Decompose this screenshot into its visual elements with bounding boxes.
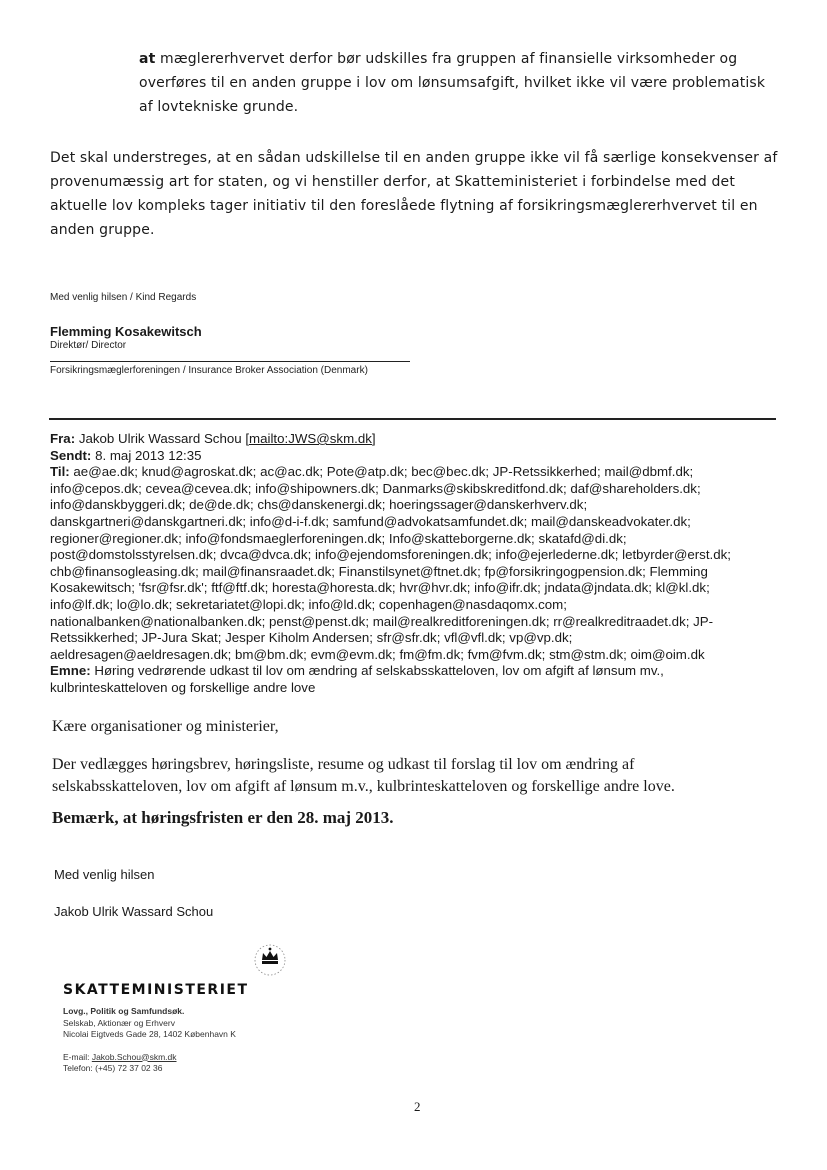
to-line[interactable]: chb@finansogleasing.dk; mail@finansraadet.dk; Finanstilsynet@ftnet.dk; fp@forsikringogpension.dk; Flemming — [50, 563, 708, 579]
footer-dept: Lovg., Politik og Samfundsøk. — [63, 1006, 185, 1016]
from-label: Fra: — [50, 431, 76, 446]
to-line[interactable]: info@lf.dk; lo@lo.dk; sekretariatet@lopi.dk; info@ld.dk; copenhagen@nasdaqomx.com; — [50, 596, 567, 612]
letter-item — [139, 47, 779, 119]
email-sender: Jakob Ulrik Wassard Schou — [54, 904, 214, 919]
email-separator — [49, 418, 776, 420]
to-line[interactable] — [50, 464, 775, 481]
footer-division: Selskab, Aktionær og Erhverv — [63, 1017, 175, 1028]
from-line — [50, 431, 775, 448]
to-line[interactable]: nationalbanken@nationalbanken.dk; penst@penst.dk; mail@realkreditforeningen.dk; rr@realkreditraadet.dk; JP- — [50, 613, 714, 629]
regards-text: Med venlig hilsen / Kind Regards — [50, 292, 197, 303]
signature-divider — [50, 361, 410, 362]
to-line[interactable]: info@cepos.dk; cevea@cevea.dk; info@shipowners.dk; Danmarks@skibskreditfond.dk; daf@shareholders.dk; — [50, 480, 701, 496]
sent-value: 8. maj 2013 12:35 — [91, 447, 202, 463]
to-line[interactable]: Kosakewitsch; 'fsr@fsr.dk'; ftf@ftf.dk; horesta@horesta.dk; hvr@hvr.dk; info@ifr.dk; jndata@jndata.dk; kl@kl.dk; — [50, 580, 710, 596]
item-lead: at — [139, 51, 156, 67]
letter-paragraph: Det skal understreges, at en sådan udskillelse til en anden gruppe ikke vil få særlige konsekvenser af provenumæssig art for staten, og vi henstiller derfor, at Skatteministeriet i forbindelse med det aktuelle lov kompleks tager initiativ til den foreslåede flytning af forsikringsmæglererhvervet til en anden gruppe. — [50, 150, 778, 238]
to-line[interactable]: info@danskbyggeri.dk; de@de.dk; chs@danskenergi.dk; hoeringssager@danskerhverv.dk; — [50, 497, 588, 513]
item-text: mæglererhvervet derfor bør udskilles fra gruppen af finansielle virksomheder og overføres til en anden gruppe i lov om lønsumsafgift, hvilket ikke vil være problematisk af lovtekniske grunde. — [139, 51, 766, 115]
from-mailto-link[interactable]: [mailto:JWS@skm.dk] — [245, 431, 376, 446]
crown-emblem-icon — [250, 940, 290, 976]
from-value: Jakob Ulrik Wassard Schou — [75, 431, 246, 446]
subject-label: Emne: — [50, 663, 91, 679]
to-line[interactable]: danskgartneri@danskgartneri.dk; info@d-i-f.dk; samfund@advokatsamfundet.dk; mail@danskeadvokater.dk; — [50, 513, 691, 529]
to-label: Til: — [50, 464, 70, 480]
to-line[interactable]: Retssikkerhed; JP-Jura Skat; Jesper Kiholm Andersen; sfr@sfr.dk; vfl@vfl.dk; vp@vp.dk; — [50, 630, 573, 646]
subject-value: Høring vedrørende udkast til lov om ændring af selskabsskatteloven, lov om afgift af lønsum mv., kulbrinteskatteloven og forskellige andre love — [50, 663, 664, 695]
to-line[interactable]: regioner@regioner.dk; info@fondsmaeglerforeningen.dk; Info@skatteborgerne.dk; skatafd@di.dk; — [50, 530, 627, 546]
sent-label: Sendt: — [50, 447, 92, 463]
to-line[interactable]: post@domstolsstyrelsen.dk; dvca@dvca.dk; info@ejendomsforeningen.dk; info@ejerlederne.dk; letbyrder@erst.dk; — [50, 547, 731, 563]
organization-name: Forsikringsmæglerforeningen / Insurance Broker Association (Denmark) — [50, 365, 368, 376]
to-line[interactable]: aeldresagen@aeldresagen.dk; bm@bm.dk; evm@evm.dk; fm@fm.dk; fvm@fvm.dk; stm@stm.dk; oim@oim.dk — [50, 646, 705, 662]
recipient-line[interactable]: ae@ae.dk; knud@agroskat.dk; ac@ac.dk; Pote@atp.dk; bec@bec.dk; JP-Retssikkerhed; mail@dbmf.dk; — [73, 464, 694, 480]
footer-contact — [63, 1006, 236, 1075]
email-header — [50, 431, 775, 697]
subject-line — [50, 663, 730, 696]
signer-name: Flemming Kosakewitsch — [50, 324, 202, 339]
email-greeting: Kære organisationer og ministerier, — [52, 718, 279, 735]
deadline-notice: Bemærk, at høringsfristen er den 28. maj 2013. — [52, 808, 394, 827]
email-body: Der vedlægges høringsbrev, høringsliste, resume og udkast til forslag til lov om ændring af selskabsskatteloven, lov om afgift af lønsum m.v., kulbrinteskatteloven og forskellige andre love. — [52, 756, 675, 795]
signer-title: Direktør/ Director — [50, 340, 127, 351]
footer-email-label: E-mail: — [63, 1051, 92, 1062]
sent-line — [50, 448, 775, 465]
footer-email-link[interactable]: Jakob.Schou@skm.dk — [91, 1051, 177, 1062]
page-number: 2 — [414, 1099, 421, 1114]
email-closing: Med venlig hilsen — [54, 867, 155, 882]
to-block — [50, 464, 775, 663]
footer-phone: Telefon: (+45) 72 37 02 36 — [63, 1063, 163, 1073]
footer-address: Nicolai Eigtveds Gade 28, 1402 København K — [63, 1029, 236, 1039]
ministry-logo-text: SKATTEMINISTERIET — [63, 982, 249, 998]
footer-email — [63, 1052, 236, 1064]
